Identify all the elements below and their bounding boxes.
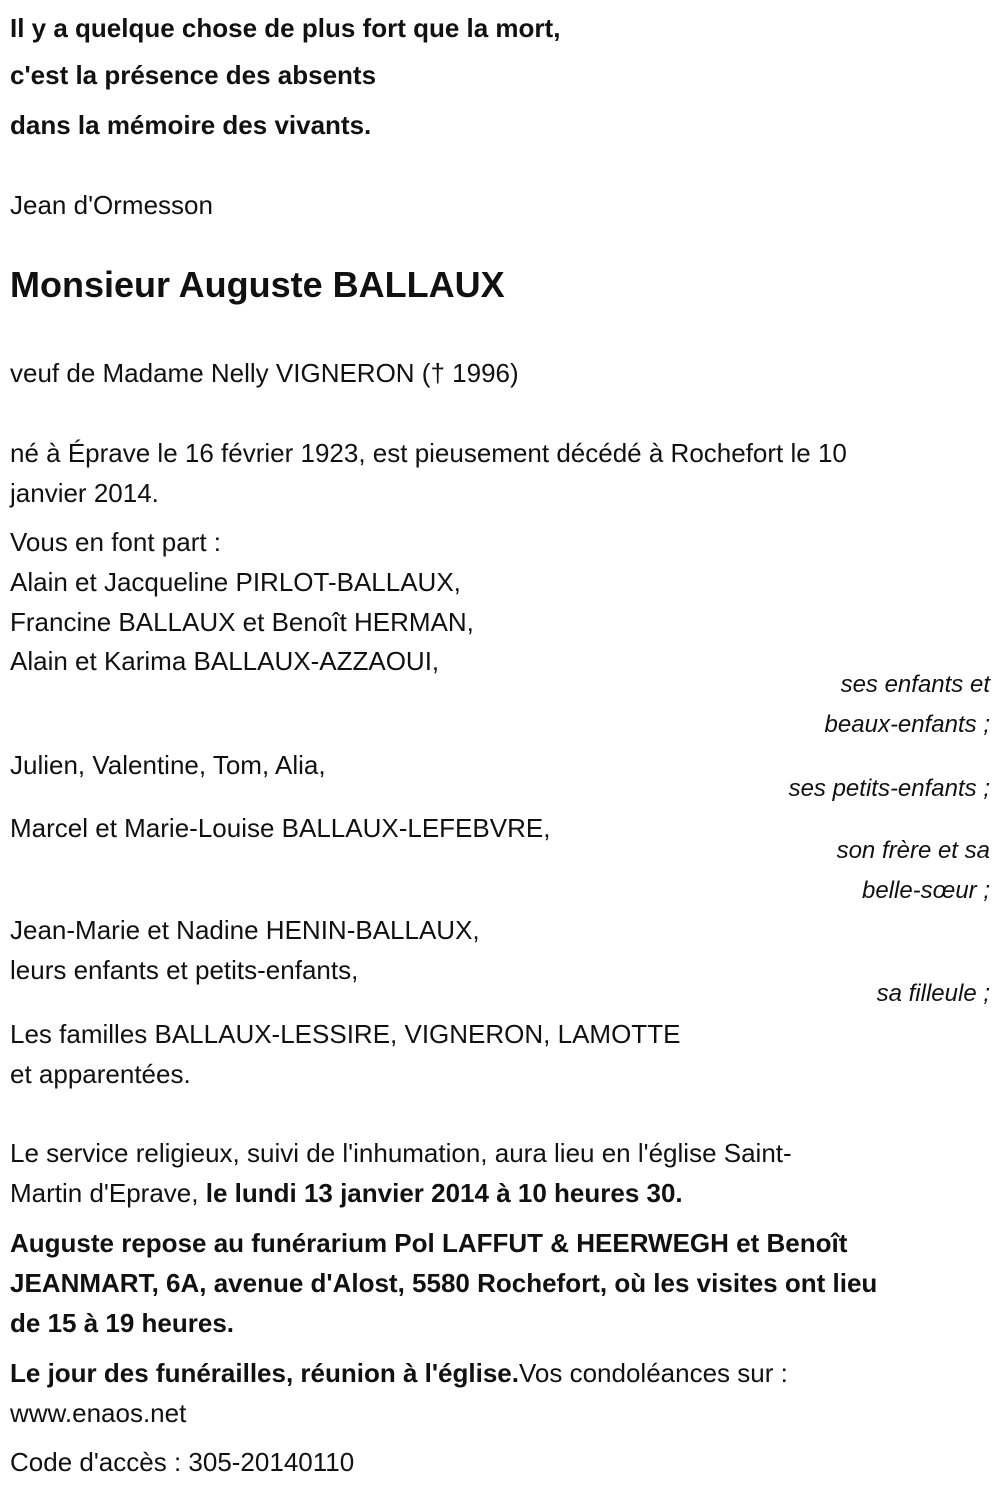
service-place: Martin d'Eprave,: [10, 1178, 206, 1208]
family-relation: sa filleule ;: [876, 980, 990, 1007]
family-name: Les familles BALLAUX-LESSIRE, VIGNERON, LAMOTTE: [10, 1019, 681, 1049]
family-name: Francine BALLAUX et Benoît HERMAN,: [10, 607, 474, 637]
family-name: Alain et Jacqueline PIRLOT-BALLAUX,: [10, 567, 461, 597]
service-line: Le service religieux, suivi de l'inhumation, aura lieu en l'église Saint-: [10, 1138, 792, 1168]
birth-death-line: janvier 2014.: [10, 478, 159, 508]
family-relation: son frère et sa: [836, 837, 990, 864]
funeral-day-line: [10, 1357, 788, 1389]
family-name: leurs enfants et petits-enfants,: [10, 955, 359, 985]
quote-line: Il y a quelque chose de plus fort que la mort,: [10, 13, 561, 43]
funerarium-line: Auguste repose au funérarium Pol LAFFUT & HEERWEGH et Benoît: [10, 1228, 848, 1258]
quote-line: c'est la présence des absents: [10, 60, 377, 90]
access-code: Code d'accès : 305-20140110: [10, 1447, 355, 1477]
widower-line: veuf de Madame Nelly VIGNERON († 1996): [10, 358, 519, 388]
funeral-day-meeting: Le jour des funérailles, réunion à l'église.: [10, 1358, 519, 1388]
family-name: Marcel et Marie-Louise BALLAUX-LEFEBVRE,: [10, 813, 551, 843]
quote-author: Jean d'Ormesson: [10, 190, 213, 220]
family-relation: beaux-enfants ;: [824, 711, 990, 738]
family-relation: ses petits-enfants ;: [788, 775, 990, 802]
family-name: Julien, Valentine, Tom, Alia,: [10, 750, 326, 780]
family-name: Alain et Karima BALLAUX-AZZAOUI,: [10, 646, 440, 676]
quote-line: dans la mémoire des vivants.: [10, 110, 372, 140]
condolences-website[interactable]: www.enaos.net: [10, 1398, 187, 1428]
family-relation: ses enfants et: [840, 671, 990, 698]
family-name: Jean-Marie et Nadine HENIN-BALLAUX,: [10, 915, 480, 945]
family-name: et apparentées.: [10, 1059, 191, 1089]
funerarium-line: JEANMART, 6A, avenue d'Alost, 5580 Rochefort, où les visites ont lieu: [10, 1268, 878, 1298]
service-line: [10, 1177, 683, 1209]
announcement-intro: Vous en font part :: [10, 527, 222, 557]
funerarium-line: de 15 à 19 heures.: [10, 1308, 235, 1338]
service-date: le lundi 13 janvier 2014 à 10 heures 30.: [205, 1178, 683, 1208]
deceased-name: Monsieur Auguste BALLAUX: [10, 264, 505, 305]
family-relation: belle-sœur ;: [861, 877, 990, 904]
condolences-label: Vos condoléances sur :: [519, 1358, 788, 1388]
birth-death-line: né à Éprave le 16 février 1923, est pieusement décédé à Rochefort le 10: [10, 438, 847, 468]
